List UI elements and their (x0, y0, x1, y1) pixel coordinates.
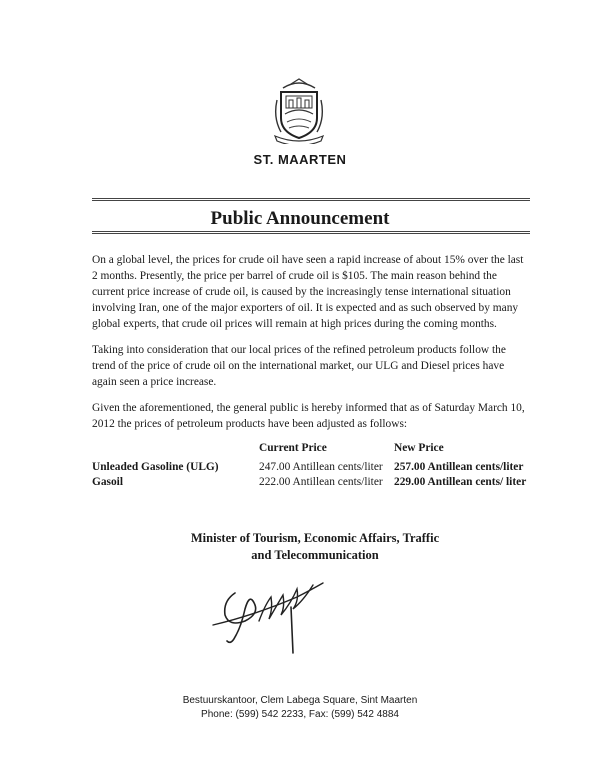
coat-of-arms-icon (271, 78, 327, 144)
announcement-body (92, 252, 530, 442)
product-name: Gasoil (92, 476, 124, 488)
title-top-rule (92, 198, 530, 201)
price-table (92, 441, 542, 490)
signatory-line-1: Minister of Tourism, Economic Affairs, Traffic (190, 531, 440, 545)
table-row (92, 475, 542, 490)
paragraph-1: On a global level, the prices for crude oil have seen a rapid increase of about 15% over the last 2 months. Presently, the price per barrel of crude oil is $105. The main reason behind the current price increase of crude oil, is caused by the increasingly tense international situation involving Iran, one of the major exporters of oil. It is expected and as such observed by many global experts, that crude oil prices will remain at high prices during the coming months. (92, 254, 524, 330)
current-price: 247.00 Antillean cents/liter (259, 461, 383, 473)
signatory-line-2: and Telecommunication (251, 548, 379, 562)
paragraph-3: Given the aforementioned, the general public is hereby informed that as of Saturday March 10, 2012 the prices of petroleum products have been adjusted as follows: (92, 402, 525, 430)
current-price-header: Current Price (259, 442, 327, 454)
footer-address: Bestuurskantoor, Clem Labega Square, Sint Maarten (182, 695, 418, 706)
new-price: 229.00 Antillean cents/ liter (394, 476, 527, 488)
current-price: 222.00 Antillean cents/liter (259, 476, 383, 488)
price-table-header (92, 441, 542, 456)
paragraph-2: Taking into consideration that our local prices of the refined petroleum products follow the trend of the price of crude oil on the international market, our ULG and Diesel prices have again seen a price increase. (92, 344, 506, 388)
title-bottom-rule (92, 231, 530, 234)
footer-contact: Phone: (599) 542 2233, Fax: (599) 542 4884 (201, 709, 399, 720)
organization-name: ST. MAARTEN (253, 152, 347, 167)
page-title: Public Announcement (210, 208, 390, 229)
signature-icon (205, 575, 335, 655)
signatory-title (170, 530, 460, 564)
footer (0, 694, 600, 722)
new-price: 257.00 Antillean cents/liter (394, 461, 524, 473)
table-row (92, 460, 542, 475)
product-name: Unleaded Gasoline (ULG) (92, 461, 219, 473)
new-price-header: New Price (394, 442, 444, 454)
